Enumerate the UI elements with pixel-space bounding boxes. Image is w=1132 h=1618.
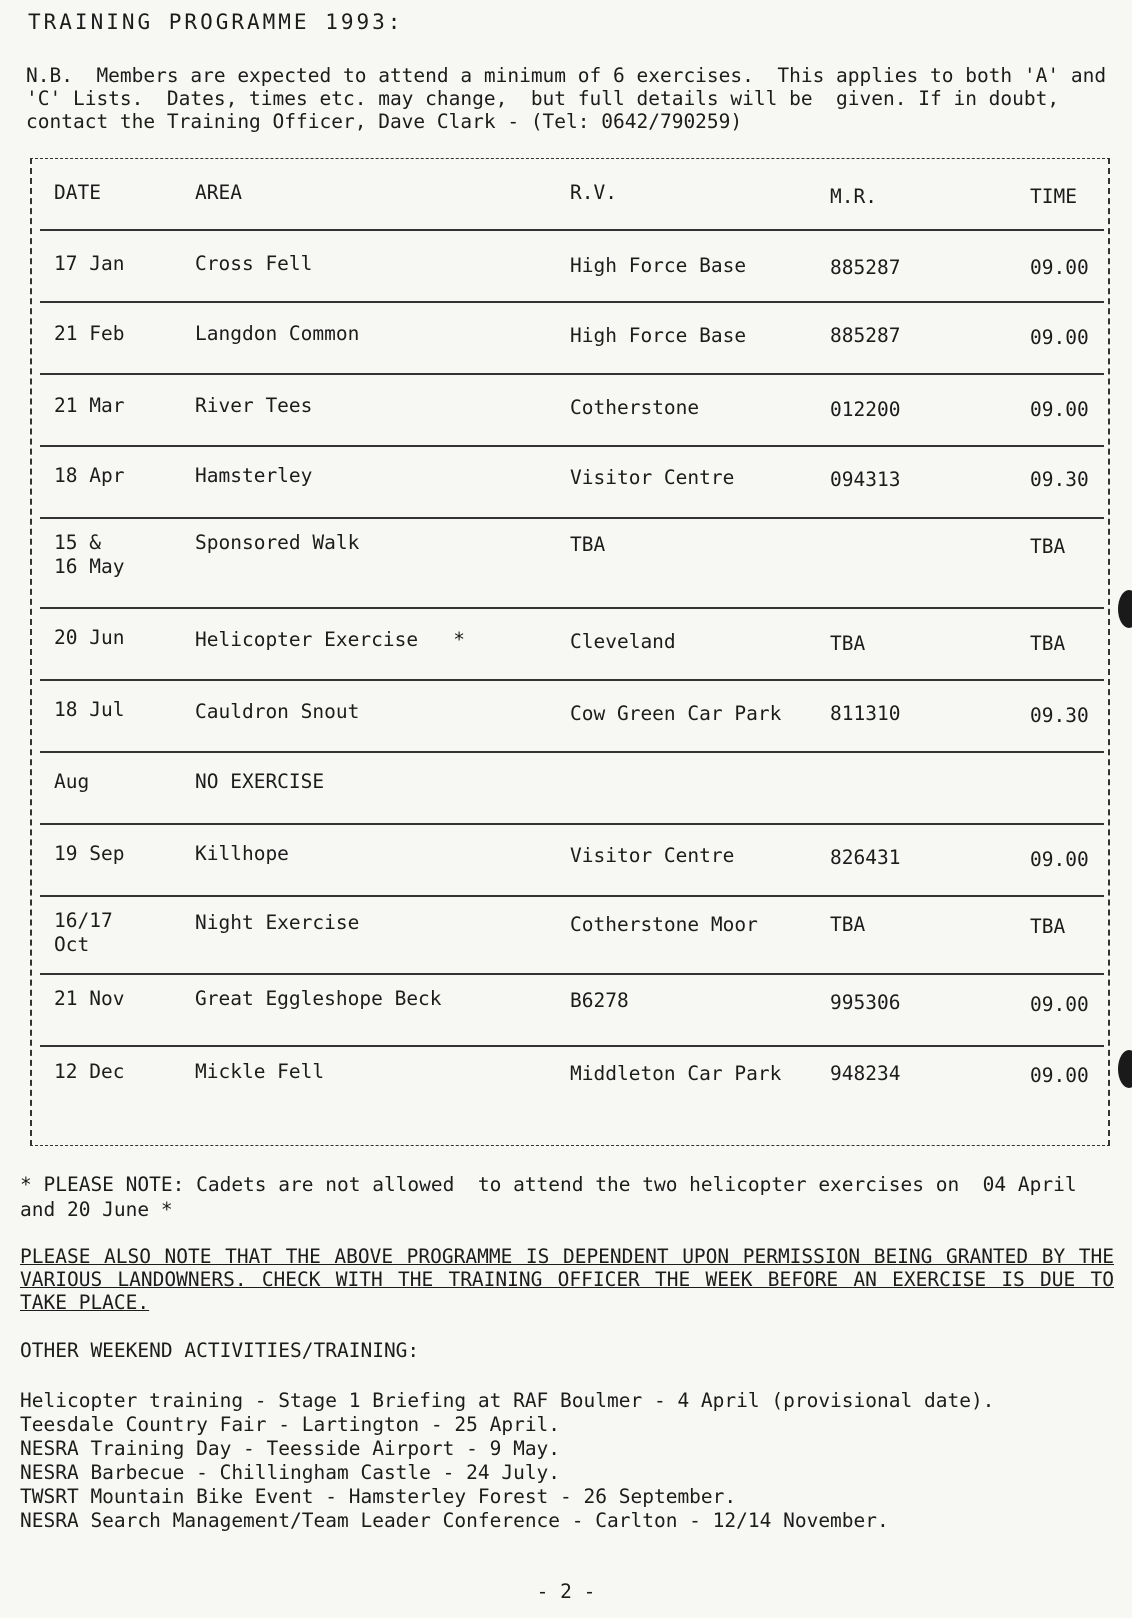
row-time: 09.30 (1030, 468, 1089, 491)
list-item: Teesdale Country Fair - Lartington - 25 April. (20, 1413, 561, 1436)
row-rv: Cotherstone Moor (570, 913, 758, 936)
table-row (40, 1047, 1104, 1117)
header-mr: M.R. (830, 185, 877, 208)
row-date: 15 & 16 May (54, 531, 125, 578)
list-item: NESRA Barbecue - Chillingham Castle - 24 July. (20, 1461, 561, 1484)
row-rv: Visitor Centre (570, 844, 735, 867)
row-date: Aug (54, 770, 90, 793)
row-mr: 811310 (830, 702, 901, 725)
row-mr: 885287 (830, 256, 901, 279)
row-area: River Tees (195, 394, 313, 417)
list-item: Helicopter training - Stage 1 Briefing at RAF Boulmer - 4 April (provisional date). (20, 1389, 995, 1412)
list-item: TWSRT Mountain Bike Event - Hamsterley Forest - 26 September. (20, 1485, 737, 1508)
row-rv: Visitor Centre (570, 466, 735, 489)
row-rv: Cow Green Car Park (570, 702, 782, 725)
row-area: Hamsterley (195, 464, 313, 487)
table-header-row (40, 159, 1104, 231)
row-date: 16/17 Oct (54, 909, 113, 956)
row-area: Night Exercise (195, 911, 360, 934)
row-rv: Middleton Car Park (570, 1062, 782, 1085)
row-date: 12 Dec (54, 1060, 125, 1083)
row-area: Mickle Fell (195, 1060, 325, 1083)
row-time: 09.00 (1030, 398, 1089, 421)
table-row (40, 519, 1104, 609)
row-date: 18 Jul (54, 698, 125, 721)
row-rv: B6278 (570, 989, 629, 1012)
row-mr: TBA (830, 632, 866, 655)
table-row (40, 753, 1104, 825)
row-area: NO EXERCISE (195, 770, 325, 793)
row-date: 21 Mar (54, 394, 125, 417)
cadets-note: * PLEASE NOTE: Cadets are not allowed to attend the two helicopter exercises on 04 April and 20 June * (20, 1173, 1089, 1221)
row-date: 19 Sep (54, 842, 125, 865)
table-row (40, 303, 1104, 375)
row-time: 09.00 (1030, 848, 1089, 871)
row-area: Great Eggleshope Beck (195, 987, 442, 1010)
row-time: TBA (1030, 915, 1066, 938)
page-title: TRAINING PROGRAMME 1993: (28, 10, 404, 34)
punch-hole (1118, 590, 1132, 628)
table-row (40, 231, 1104, 303)
row-time: 09.30 (1030, 704, 1089, 727)
table-row (40, 897, 1104, 975)
row-time: 09.00 (1030, 1064, 1089, 1087)
row-rv: High Force Base (570, 324, 747, 347)
row-area: Sponsored Walk (195, 531, 360, 554)
programme-table (30, 158, 1110, 1146)
header-rv: R.V. (570, 181, 617, 204)
header-area: AREA (195, 181, 242, 204)
row-rv: TBA (570, 533, 606, 556)
row-mr: 885287 (830, 324, 901, 347)
row-area: Cauldron Snout (195, 700, 360, 723)
row-mr: 948234 (830, 1062, 901, 1085)
table-row (40, 375, 1104, 447)
row-rv: Cotherstone (570, 396, 700, 419)
row-date: 20 Jun (54, 626, 125, 649)
row-time: 09.00 (1030, 256, 1089, 279)
nb-paragraph: N.B. Members are expected to attend a minimum of 6 exercises. This applies to both 'A' and 'C' Lists. Dates, times etc. may change, but full details will be given. If in doubt, contact the Training Officer, Dave Clark - (Tel: 0642/790259) (26, 64, 1118, 133)
row-mr: 995306 (830, 991, 901, 1014)
row-mr: 826431 (830, 846, 901, 869)
row-mr: TBA (830, 913, 866, 936)
header-date: DATE (54, 181, 101, 204)
row-date: 21 Feb (54, 322, 125, 345)
table-row (40, 609, 1104, 681)
list-item: NESRA Search Management/Team Leader Conference - Carlton - 12/14 November. (20, 1509, 889, 1532)
table-row (40, 447, 1104, 519)
row-time: TBA (1030, 535, 1066, 558)
row-area: Cross Fell (195, 252, 313, 275)
table-row (40, 975, 1104, 1047)
row-date: 18 Apr (54, 464, 125, 487)
list-item: NESRA Training Day - Teesside Airport - 9 May. (20, 1437, 561, 1460)
page-number: - 2 - (536, 1580, 596, 1603)
row-area: Helicopter Exercise * (195, 628, 466, 651)
row-date: 17 Jan (54, 252, 125, 275)
row-rv: Cleveland (570, 630, 676, 653)
header-time: TIME (1030, 185, 1077, 208)
row-mr: 012200 (830, 398, 901, 421)
activities-list (20, 1389, 1114, 1533)
row-time: 09.00 (1030, 993, 1089, 1016)
row-date: 21 Nov (54, 987, 125, 1010)
table-row (40, 825, 1104, 897)
row-time: TBA (1030, 632, 1066, 655)
punch-hole (1118, 1050, 1132, 1088)
row-time: 09.00 (1030, 326, 1089, 349)
row-mr: 094313 (830, 468, 901, 491)
row-area: Killhope (195, 842, 289, 865)
table-row (40, 681, 1104, 753)
row-area: Langdon Common (195, 322, 360, 345)
other-activities-title: OTHER WEEKEND ACTIVITIES/TRAINING: (20, 1339, 420, 1362)
row-rv: High Force Base (570, 254, 747, 277)
permission-note: PLEASE ALSO NOTE THAT THE ABOVE PROGRAMME IS DEPENDENT UPON PERMISSION BEING GRANTED BY THE VARIOUS LANDOWNERS. CHECK WITH THE TRAINING OFFICER THE WEEK BEFORE AN EXERCISE IS DUE TO TAKE PLACE. (20, 1245, 1114, 1314)
